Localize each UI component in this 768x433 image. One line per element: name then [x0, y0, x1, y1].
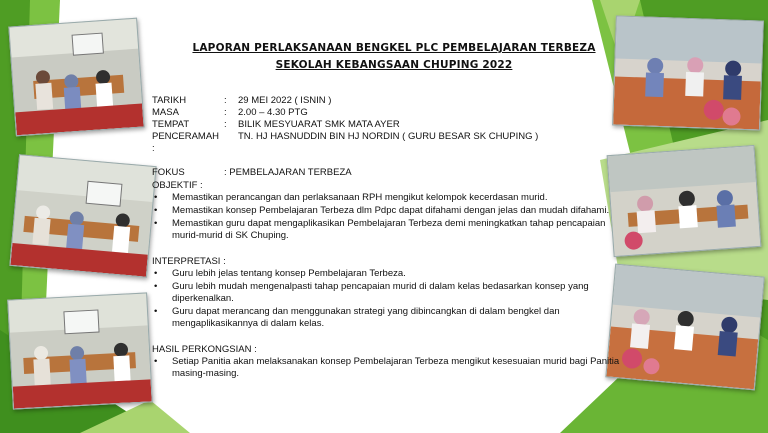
- list-item: • Guru lebih jelas tentang konsep Pembelajaran Terbeza.: [172, 268, 632, 280]
- hasil-heading: HASIL PERKONGSIAN :: [152, 344, 257, 355]
- objektif-list: [152, 192, 632, 242]
- list-item: • Memastikan perancangan dan perlaksanaan RPH mengikut kelompok kecerdasan murid.: [172, 192, 632, 204]
- objektif-heading: OBJEKTIF :: [152, 180, 203, 191]
- list-item: • Guru dapat merancang dan menggunakan strategi yang dibincangkan di dalam bengkel dan mengaplikasikannya di dalam kelas.: [172, 306, 632, 330]
- workshop-photo-left-1: [8, 18, 144, 137]
- list-item: • Guru lebih mudah mengenalpasti tahap pencapaian murid di dalam kelas bedasarkan konsep yang diperkenalkan.: [172, 281, 632, 305]
- workshop-photo-left-3: [7, 292, 153, 409]
- detail-row-date: TARIKH : 29 MEI 2022 ( ISNIN ): [152, 95, 332, 106]
- workshop-photo-right-1: [612, 15, 764, 130]
- detail-row-speaker: PENCERAMAH : TN. HJ HASNUDDIN BIN HJ NORDIN ( GURU BESAR SK CHUPING ): [152, 131, 539, 154]
- interpretasi-heading: INTERPRETASI :: [152, 256, 226, 267]
- interpretasi-list: [152, 268, 632, 330]
- hasil-list: [152, 356, 632, 380]
- list-item: • Memastikan guru dapat mengaplikasikan Pembelajaran Terbeza demi meningkatkan tahap pencapaian murid-murid di SK Chuping.: [172, 218, 632, 242]
- title-line-1: LAPORAN PERLAKSANAAN BENGKEL PLC PEMBELAJARAN TERBEZA: [192, 42, 596, 54]
- report-body: [152, 95, 632, 381]
- report-title: [160, 40, 628, 74]
- title-line-2: SEKOLAH KEBANGSAAN CHUPING 2022: [275, 59, 513, 71]
- detail-row-place: TEMPAT : BILIK MESYUARAT SMK MATA AYER: [152, 119, 400, 130]
- detail-row-time: MASA : 2.00 – 4.30 PTG: [152, 107, 308, 118]
- list-item: • Setiap Panitia akan melaksanakan konsep Pembelajaran Terbeza mengikut kesesuaian murid bagi Panitia masing-masing.: [172, 356, 632, 380]
- focus-row: FOKUS : PEMBELAJARAN TERBEZA: [152, 167, 352, 178]
- workshop-photo-left-2: [9, 154, 156, 278]
- list-item: • Memastikan konsep Pembelajaran Terbeza dlm Pdpc dapat difahami dengan jelas dan mudah difahami.: [172, 205, 632, 217]
